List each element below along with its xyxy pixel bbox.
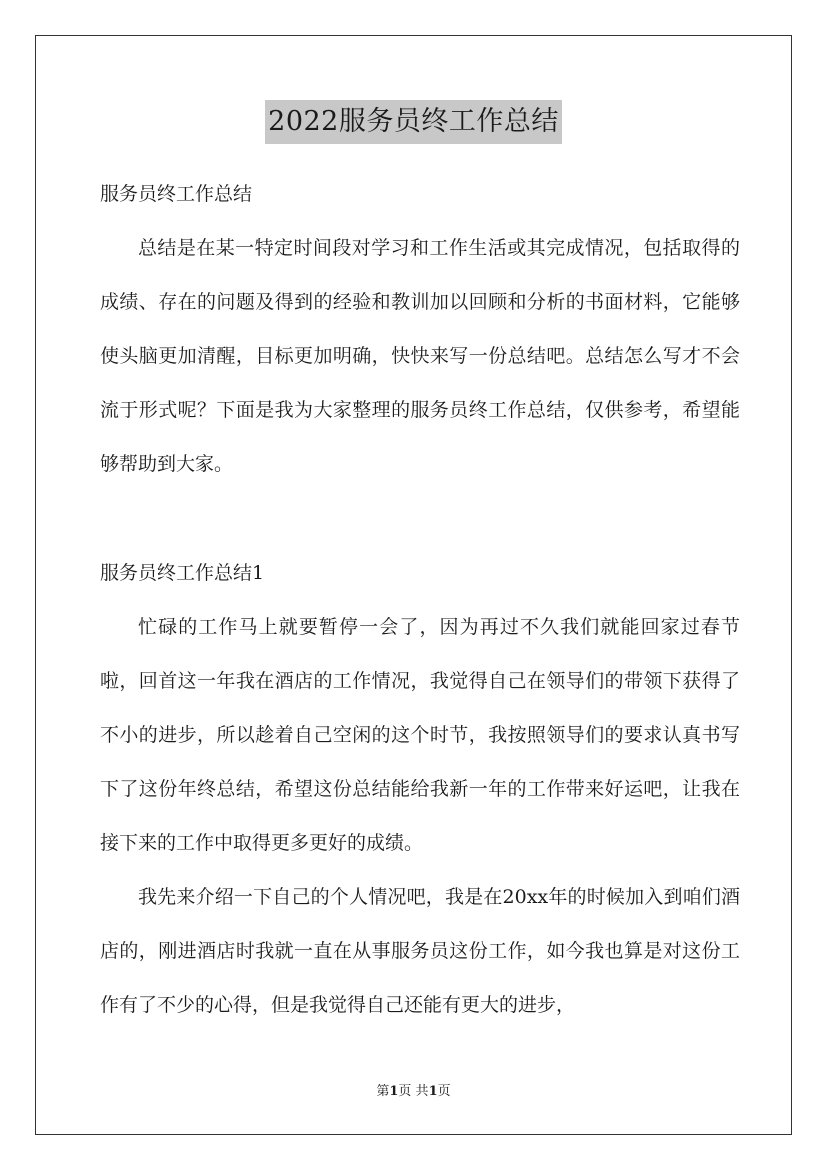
total-pages: 1 <box>428 1084 438 1099</box>
page-label-suffix: 页 <box>437 1084 451 1099</box>
document-title-wrapper <box>0 100 827 144</box>
document-title: 2022服务员终工作总结 <box>265 100 562 144</box>
intro-heading: 服务员终工作总结 <box>100 183 253 205</box>
section-1-heading: 服务员终工作总结1 <box>100 562 265 584</box>
section-1 <box>100 546 740 1032</box>
section-1-paragraph-2: 我先来介绍一下自己的个人情况吧，我是在20xx年的时候加入到咱们酒店的，刚进酒店时我就一直在从事服务员这份工作，如今我也算是对这份工作有了不少的心得，但是我觉得自己还能有更大的进步， <box>100 886 740 1016</box>
section-1-paragraph-1: 忙碌的工作马上就要暂停一会了，因为再过不久我们就能回家过春节啦，回首这一年我在酒店的工作情况，我觉得自己在领导们的带领下获得了不小的进步，所以趁着自己空闲的这个时节，我按照领导们的要求认真书写下了这份年终总结，希望这份总结能给我新一年的工作带来好运吧，让我在接下来的工作中取得更多更好的成绩。 <box>100 616 740 854</box>
page-footer <box>0 1082 827 1102</box>
page-number: 1 <box>389 1084 399 1099</box>
intro-paragraph: 总结是在某一特定时间段对学习和工作生活或其完成情况，包括取得的成绩、存在的问题及得到的经验和教训加以回顾和分析的书面材料，它能够使头脑更加清醒，目标更加明确，快快来写一份总结吧。总结怎么写才不会流于形式呢？下面是我为大家整理的服务员终工作总结，仅供参考，希望能够帮助到大家。 <box>100 237 740 475</box>
page-label-prefix: 第 <box>376 1084 390 1099</box>
page-label-mid: 页 共 <box>398 1084 429 1099</box>
intro-section <box>100 167 740 491</box>
